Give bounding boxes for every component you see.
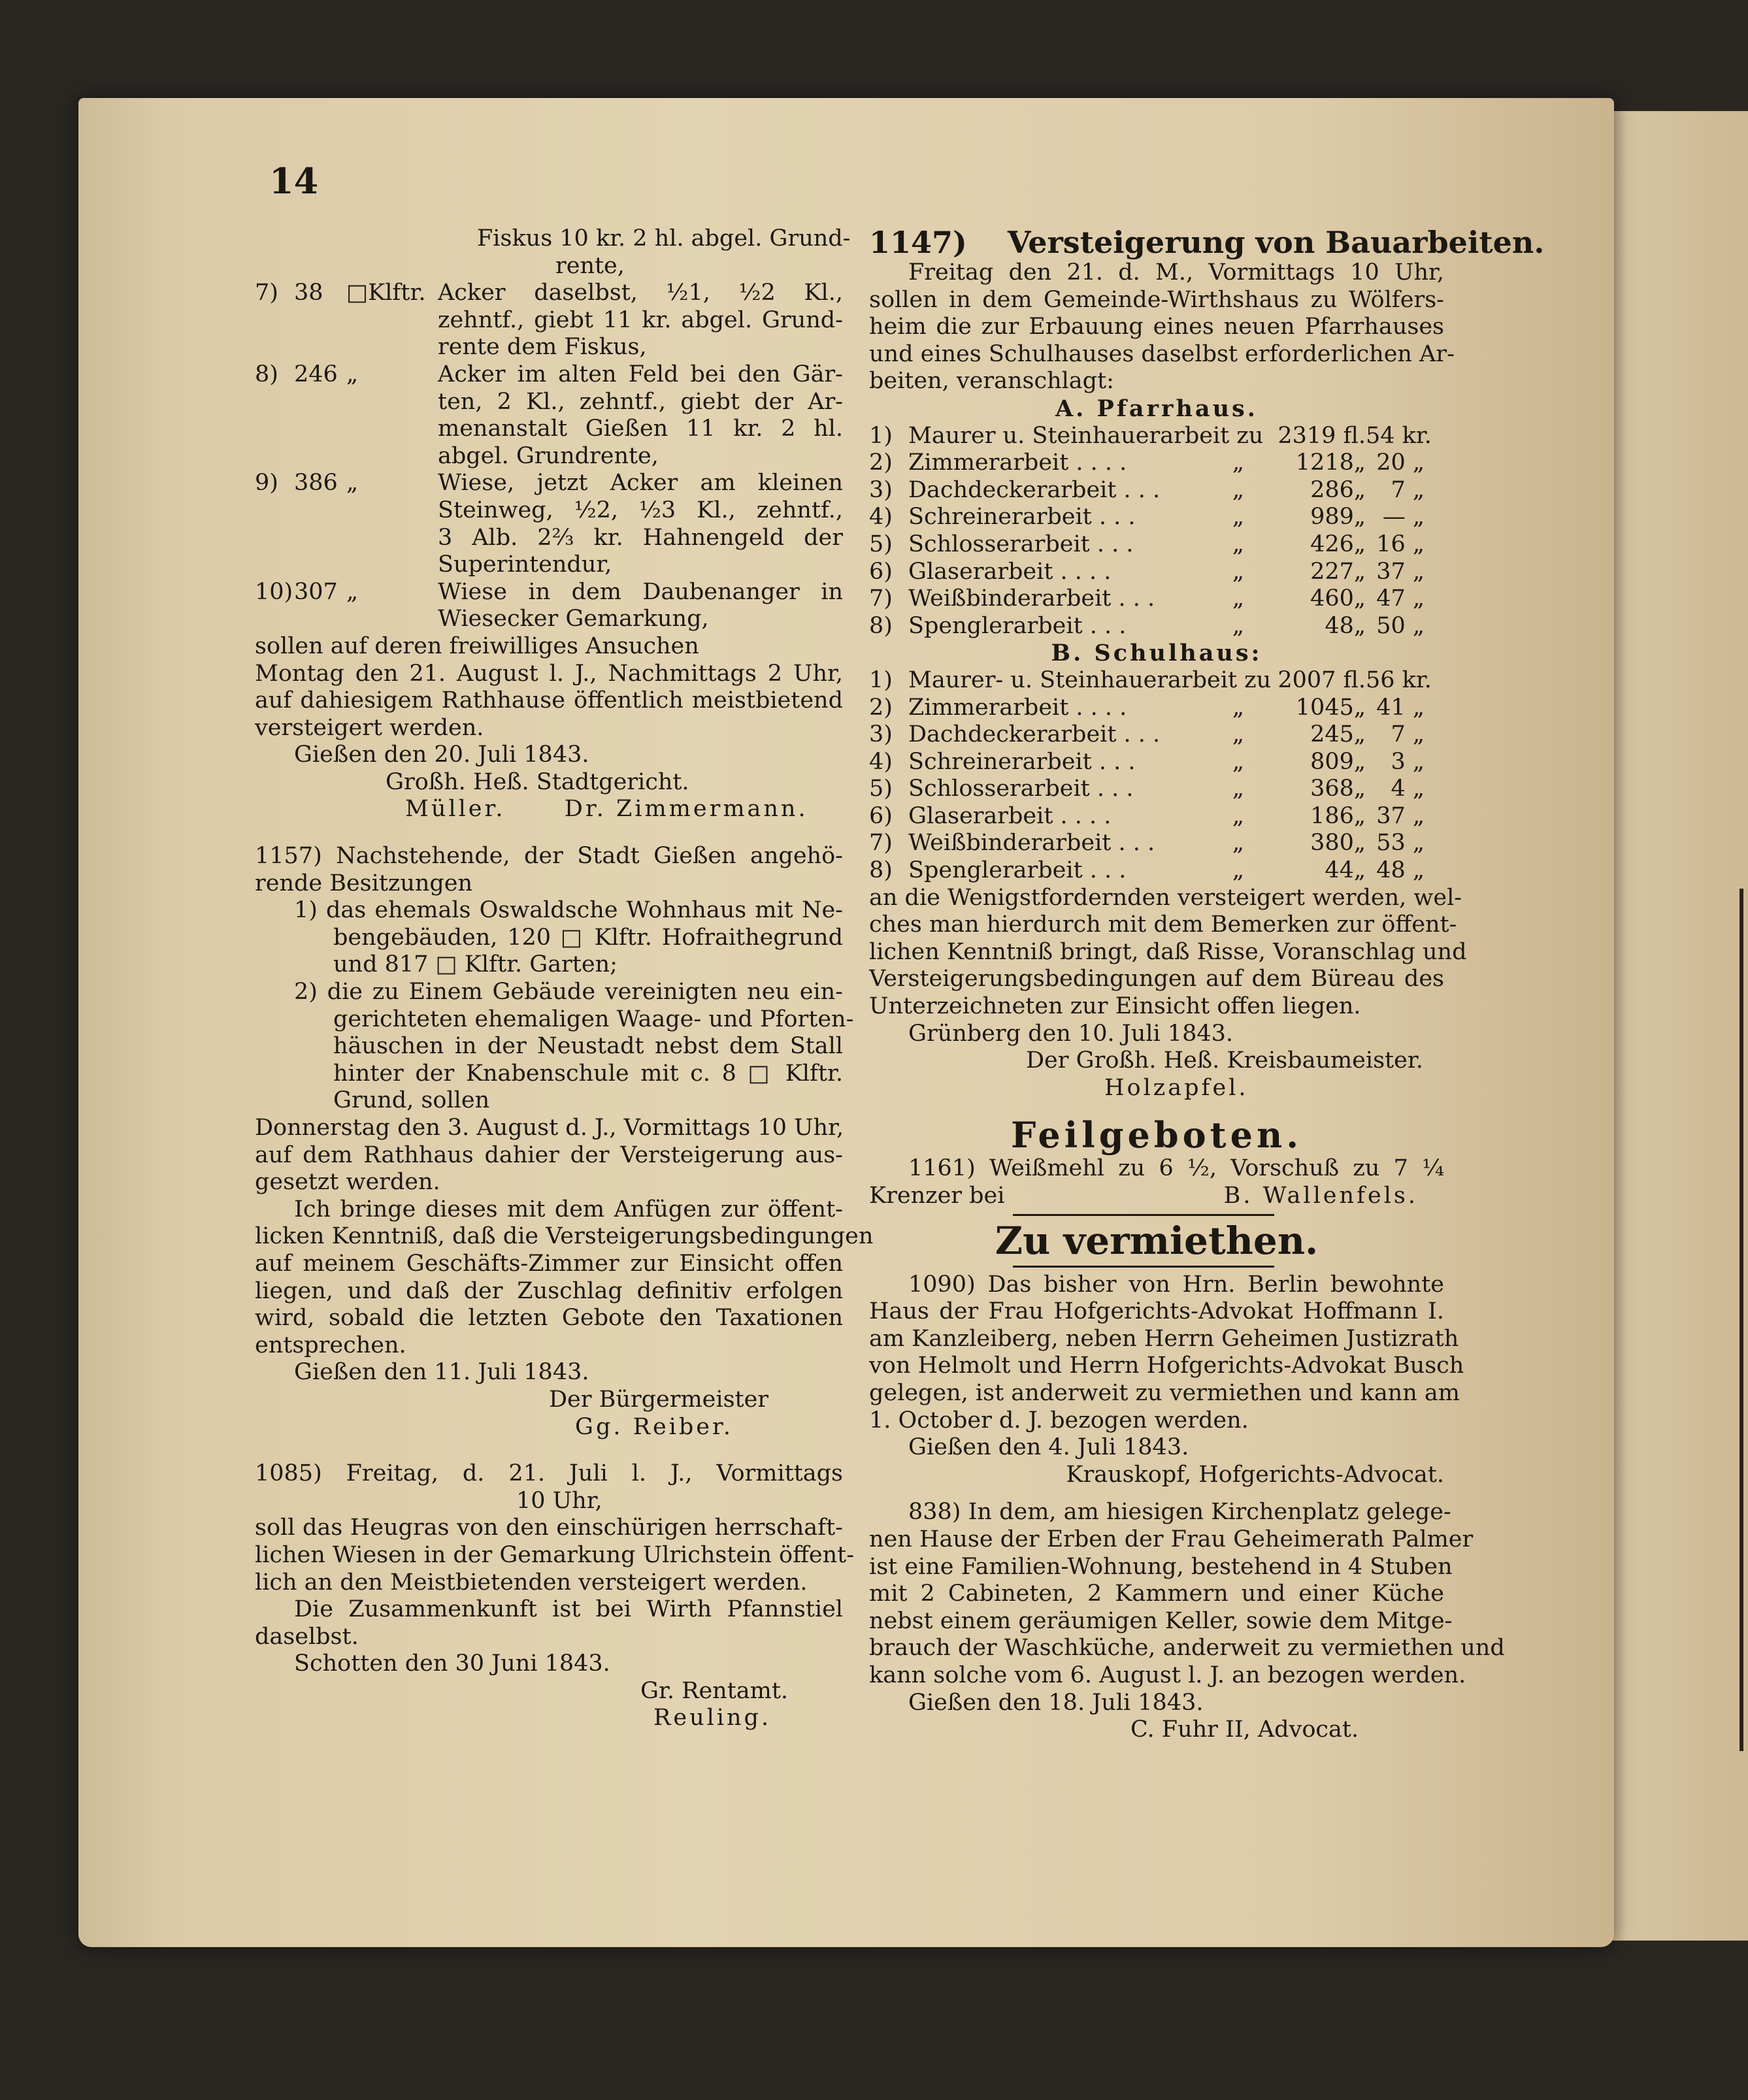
parcel-size (294, 416, 346, 443)
text-line: Freitag den 21. d. M., Vormittags 10 Uhr, (908, 259, 1444, 286)
parcel-text: Steinweg, ½2, ½3 Kl., zehntf., (438, 497, 843, 523)
cost-fl: 1218„ (1295, 450, 1366, 476)
right-column (869, 225, 1545, 1744)
cost-name: Weißbinderarbeit . . . (908, 830, 1155, 857)
text-line: an die Wenigstfordernden versteigert werden, wel- (869, 884, 1462, 911)
parcel-size: 386 (294, 470, 338, 497)
cost-fl: 2007 fl. (1278, 666, 1366, 693)
parcel-number (255, 443, 294, 470)
text-line: kann solche vom 6. August l. J. an bezogen werden. (869, 1662, 1466, 1688)
notice-1090-body (869, 1271, 1464, 1435)
text-fragment: Krenzer bei (869, 1183, 1005, 1209)
signature-wallenfels: B. Wallenfels. (1223, 1183, 1418, 1209)
text-line: Donnerstag den 3. August d. J., Vormittags 10 Uhr, (255, 1115, 844, 1141)
cost-name: Dachdeckerarbeit . . . (908, 721, 1161, 748)
cost-n: 8) (869, 857, 893, 884)
cost-kr: 56 kr. (1366, 666, 1432, 693)
parcel-line (255, 551, 843, 579)
notice-1085-heading: 1085) Freitag, d. 21. Juli l. J., Vormittags (255, 1460, 843, 1487)
cost-fl: 368„ (1310, 776, 1366, 802)
parcel-number (255, 551, 294, 579)
text-line: entsprechen. (255, 1332, 406, 1358)
text-line: sollen auf deren freiwilliges Ansuchen (255, 632, 699, 659)
parcel-unit: „ (346, 361, 359, 387)
text-line: 2) die zu Einem Gebäude vereinigten neu ein- (294, 979, 843, 1006)
text-line: ist eine Familien-Wohnung, bestehend in 4 Stuben (869, 1553, 1453, 1580)
adjacent-page-rule (1740, 889, 1743, 1751)
signature-mueller: Müller. (405, 796, 506, 823)
parcel-size (294, 443, 346, 470)
cost-n: 3) (869, 721, 893, 748)
cost-q: „ (1232, 585, 1245, 612)
notice-1147-body-2 (869, 884, 1467, 1021)
text-line: versteigert werden. (255, 714, 484, 741)
text-line: ches man hierdurch mit dem Bemerken zur öffent- (869, 911, 1457, 938)
parcel-number (255, 389, 294, 416)
cost-kr: 7 „ (1391, 721, 1425, 748)
signature-line (255, 796, 843, 823)
left-column (255, 225, 874, 1732)
text-line (869, 1183, 1444, 1210)
parcel-line (255, 443, 843, 470)
parcel-text: Wiese, jetzt Acker am kleinen (438, 470, 843, 497)
cost-n: 6) (869, 802, 893, 829)
parcel-size: 307 (294, 578, 338, 605)
parcel-unit (346, 389, 438, 416)
text-line: gerichteten ehemaligen Waage- und Pforten- (333, 1006, 854, 1032)
text-line: Haus der Frau Hofgerichts-Advokat Hoffmann I. (869, 1298, 1444, 1325)
text-line: lichen Kenntniß bringt, daß Risse, Voranschlag und (869, 938, 1467, 965)
parcel-size (294, 525, 346, 552)
cost-row (869, 559, 1444, 586)
property-item-1 (255, 897, 843, 979)
cost-fl: 245„ (1310, 721, 1366, 748)
cost-fl: 989„ (1310, 504, 1366, 531)
cost-q: „ (1232, 748, 1245, 775)
parcel-size (294, 551, 346, 579)
cost-table-b (869, 667, 1444, 885)
parcel-line (255, 606, 843, 633)
text-line: 1161) Weißmehl zu 6 ½, Vorschuß zu 7 ¼ (908, 1155, 1444, 1182)
text-line: rende Besitzungen (255, 870, 473, 896)
cost-n: 1) (869, 666, 893, 693)
cost-row (869, 613, 1444, 640)
parcel-unit: □Klftr. (346, 280, 426, 306)
text-line: 838) In dem, am hiesigen Kirchenplatz gelege- (908, 1499, 1451, 1526)
adjacent-page-edge (1594, 111, 1748, 1941)
parcel-unit (346, 497, 438, 525)
parcel-number (255, 334, 294, 361)
parcel-size (294, 606, 346, 633)
parcel-line (255, 579, 843, 606)
parcel-size: 38 (294, 280, 323, 306)
parcel-text: Acker im alten Feld bei den Gär- (438, 361, 843, 387)
text-line: licken Kenntniß, daß die Versteigerungsbedingungen (255, 1223, 874, 1250)
text-line: gelegen, ist anderweit zu vermiethen und kann am (869, 1379, 1460, 1406)
text-line: hinter der Knabenschule mit c. 8 □ Klftr. (333, 1060, 843, 1087)
parcel-unit: „ (346, 470, 359, 497)
cost-n: 4) (869, 748, 893, 775)
text-line: daselbst. (255, 1623, 359, 1650)
text-line: nen Hause der Erben der Frau Geheimerath Palmer (869, 1526, 1474, 1552)
text-line: Ich bringe dieses mit dem Anfügen zur öffent- (294, 1196, 843, 1222)
notice-1147-heading (869, 225, 1545, 260)
text-line: lichen Wiesen in der Gemarkung Ulrichstein öffent- (255, 1541, 855, 1568)
cost-n: 7) (869, 585, 893, 612)
cost-name: Glaserarbeit . . . . (908, 558, 1112, 585)
cost-kr: 16 „ (1376, 531, 1425, 557)
signature-line: Der Bürgermeister (549, 1386, 769, 1413)
cost-q: „ (1232, 558, 1245, 585)
text-line: Montag den 21. August l. J., Nachmittags 2 Uhr, (255, 660, 843, 687)
cost-row (869, 450, 1444, 477)
text-line: und 817 □ Klftr. Garten; (333, 951, 618, 978)
text-line: nebst einem geräumigen Keller, sowie dem Mitge- (869, 1607, 1453, 1634)
cost-q (1215, 667, 1261, 695)
text-line: bengebäuden, 120 □ Klftr. Hofraithegrund (333, 924, 843, 951)
date-line: Schotten den 30 Juni 1843. (294, 1650, 610, 1677)
parcel-size (294, 389, 346, 416)
property-item-2 (255, 979, 854, 1115)
text-line: am Kanzleiberg, neben Herrn Geheimen Justizrath (869, 1325, 1459, 1352)
cost-q: „ (1232, 450, 1245, 476)
cost-name: Zimmerarbeit . . . . (908, 694, 1127, 721)
cost-kr: 48 „ (1376, 857, 1425, 884)
cost-fl: 48„ (1325, 612, 1366, 639)
parcel-size: 246 (294, 361, 338, 387)
cost-row (869, 776, 1444, 803)
text-line: 1) das ehemals Oswaldsche Wohnhaus mit Ne- (294, 897, 843, 924)
cost-kr: 7 „ (1391, 476, 1425, 503)
text-line: 10 Uhr, (516, 1487, 602, 1514)
parcel-number (255, 606, 294, 633)
cost-name: Spenglerarbeit . . . (908, 612, 1127, 639)
parcel-unit (346, 416, 438, 443)
signature-line: Krauskopf, Hofgerichts-Advocat. (1066, 1461, 1444, 1488)
parcel-text: ten, 2 Kl., zehntf., giebt der Ar- (438, 388, 843, 415)
cost-row (869, 667, 1444, 695)
cost-q: „ (1232, 504, 1245, 531)
cost-name: Schlosserarbeit . . . (908, 531, 1134, 557)
parcel-unit (346, 551, 438, 579)
cost-q: „ (1232, 830, 1245, 857)
cost-kr: — „ (1382, 504, 1425, 531)
parcel-line (255, 389, 843, 416)
cost-n: 2) (869, 450, 893, 476)
parcel-number (255, 497, 294, 525)
cost-name: Maurer- u. Steinhauerarbeit zu (908, 666, 1272, 693)
parcel-number: 10) (255, 578, 293, 605)
parcel-unit (346, 606, 438, 633)
parcel-unit (346, 307, 438, 335)
cost-fl: 380„ (1310, 830, 1366, 857)
cost-q: „ (1232, 531, 1245, 557)
text-line: sollen in dem Gemeinde-Wirthshaus zu Wölfers- (869, 286, 1444, 313)
cost-n: 1) (869, 422, 893, 449)
cost-q: „ (1232, 802, 1245, 829)
divider (1013, 1214, 1274, 1216)
parcel-text: Acker daselbst, ½1, ½2 Kl., (438, 280, 843, 306)
text-line: häuschen in der Neustadt nebst dem Stall (333, 1033, 843, 1060)
notice-1157-heading: 1157) Nachstehende, der Stadt Gießen angehö- (255, 843, 843, 870)
text-line: mit 2 Cabineten, 2 Kammern und einer Küche (869, 1581, 1444, 1607)
parcel-number (255, 416, 294, 443)
cost-n: 6) (869, 558, 893, 585)
notice-1147-body (869, 259, 1455, 395)
section-heading-feilgeboten: Feilgeboten. (1010, 1114, 1303, 1157)
text-line: lich an den Meistbietenden versteigert werden. (255, 1569, 808, 1596)
date-line: Gießen den 11. Juli 1843. (294, 1359, 589, 1386)
cost-name: Dachdeckerarbeit . . . (908, 476, 1161, 503)
cost-fl: 1045„ (1295, 694, 1366, 721)
cost-name: Schreinerarbeit . . . (908, 504, 1136, 531)
notice-title: Versteigerung von Bauarbeiten. (1007, 225, 1545, 260)
cost-n: 8) (869, 612, 893, 639)
parcel-line (255, 416, 843, 443)
text-line: von Helmolt und Herrn Hofgerichts-Advokat Busch (869, 1353, 1464, 1379)
cost-fl: 460„ (1310, 585, 1366, 612)
cost-kr: 3 „ (1391, 748, 1425, 775)
cost-row (869, 695, 1444, 722)
cost-name: Glaserarbeit . . . . (908, 802, 1112, 829)
signature-zimmermann: Dr. Zimmermann. (564, 796, 808, 823)
cost-kr: 54 kr. (1366, 422, 1432, 449)
parcel-line (255, 307, 843, 335)
cost-name: Schlosserarbeit . . . (908, 776, 1134, 802)
cost-q: „ (1232, 776, 1245, 802)
cost-n: 7) (869, 830, 893, 857)
cost-row (869, 749, 1444, 776)
cost-kr: 4 „ (1391, 776, 1425, 802)
parcel-number (255, 307, 294, 335)
cost-row (869, 423, 1444, 450)
text-line: beiten, veranschlagt: (869, 368, 1114, 395)
cost-name: Zimmerarbeit . . . . (908, 450, 1127, 476)
parcel-text: zehntf., giebt 11 kr. abgel. Grund- (438, 306, 843, 333)
cost-n: 3) (869, 476, 893, 503)
parcel-number: 7) (255, 280, 278, 306)
text-line: wird, sobald die letzten Gebote den Taxationen (255, 1305, 843, 1332)
text-line: soll das Heugras von den einschürigen herrschaft- (255, 1515, 843, 1541)
court-line: Großh. Heß. Stadtgericht. (386, 768, 689, 795)
cost-n: 2) (869, 694, 893, 721)
text-line: gesetzt werden. (255, 1169, 440, 1196)
parcel-line (255, 470, 843, 497)
parcel-line (255, 361, 843, 389)
cost-row (869, 477, 1444, 504)
cost-kr: 53 „ (1376, 830, 1425, 857)
cost-q: „ (1232, 612, 1245, 639)
notice-number: 1147) (869, 225, 967, 260)
section-a-heading: A. Pfarrhaus. (1055, 395, 1258, 422)
signature-line: Gr. Rentamt. (640, 1677, 789, 1704)
cost-n: 4) (869, 504, 893, 531)
cost-q (1215, 423, 1261, 450)
text-line: Versteigerungsbedingungen auf dem Büreau des (869, 966, 1444, 993)
cost-q: „ (1232, 857, 1245, 884)
section-heading-vermiethen: Zu vermiethen. (995, 1218, 1319, 1263)
cost-n: 5) (869, 776, 893, 802)
cost-fl: 227„ (1310, 558, 1366, 585)
page-number: 14 (269, 160, 319, 202)
text-line: auf dahiesigem Rathhause öffentlich meistbietend (255, 687, 843, 714)
parcel-line (255, 334, 843, 361)
signature-line: Der Großh. Heß. Kreisbaumeister. (1026, 1047, 1423, 1074)
parcel-size (294, 307, 346, 335)
text-line: brauch der Waschküche, anderweit zu vermiethen und (869, 1635, 1505, 1662)
cost-row (869, 504, 1444, 531)
notice-838-body (869, 1499, 1505, 1689)
parcel-size (294, 497, 346, 525)
cost-fl: 809„ (1310, 748, 1366, 775)
cost-q: „ (1232, 694, 1245, 721)
parcel-list (255, 280, 843, 633)
cost-kr: 37 „ (1376, 558, 1425, 585)
parcel-unit: „ (346, 578, 359, 605)
cost-kr: 37 „ (1376, 802, 1425, 829)
cost-q: „ (1232, 476, 1245, 503)
parcel-line (255, 280, 843, 307)
parcel-text: 3 Alb. 2⅔ kr. Hahnengeld der (438, 524, 843, 551)
cost-kr: 41 „ (1376, 694, 1425, 721)
parcel-text: abgel. Grundrente, (438, 442, 659, 469)
parcel-unit (346, 334, 438, 361)
date-line: Gießen den 20. Juli 1843. (294, 742, 589, 768)
cost-kr: 47 „ (1376, 585, 1425, 612)
parcel-line (255, 525, 843, 552)
text-line: Die Zusammenkunft ist bei Wirth Pfannstiel (294, 1596, 843, 1623)
divider (1013, 1266, 1274, 1268)
parcel-unit (346, 443, 438, 470)
cost-fl: 426„ (1310, 531, 1366, 557)
notice-1157-body (255, 1115, 874, 1359)
parcel-text: menanstalt Gießen 11 kr. 2 hl. (438, 416, 843, 442)
signature-line: Gg. Reiber. (575, 1413, 734, 1440)
parcel-text: rente dem Fiskus, (438, 334, 647, 361)
text-line: 1. October d. J. bezogen werden. (869, 1407, 1249, 1434)
parcel-number: 9) (255, 470, 278, 497)
text-line: 1090) Das bisher von Hrn. Berlin bewohnte (908, 1271, 1444, 1298)
cost-table-a (869, 423, 1444, 640)
parcel-unit (346, 525, 438, 552)
cost-row (869, 721, 1444, 749)
text-line: rente, (555, 252, 625, 279)
parcel-size (294, 334, 346, 361)
text-line: heim die zur Erbauung eines neuen Pfarrhauses (869, 314, 1444, 340)
cost-row (869, 803, 1444, 830)
cost-fl: 186„ (1310, 802, 1366, 829)
cost-kr: 50 „ (1376, 612, 1425, 639)
cost-name: Weißbinderarbeit . . . (908, 585, 1155, 612)
parcel-text: Superintendur, (438, 551, 612, 578)
cost-fl: 44„ (1325, 857, 1366, 884)
signature-line: Reuling. (653, 1705, 772, 1731)
cost-fl: 286„ (1310, 476, 1366, 503)
notice-1085-body (255, 1515, 855, 1596)
text-line: Grund, sollen (333, 1087, 490, 1114)
cost-row (869, 857, 1444, 885)
cost-row (869, 830, 1444, 857)
cost-name: Schreinerarbeit . . . (908, 748, 1136, 775)
date-line: Gießen den 18. Juli 1843. (908, 1689, 1204, 1716)
parcel-number: 8) (255, 361, 278, 387)
cost-q: „ (1232, 721, 1245, 748)
cost-row (869, 585, 1444, 613)
section-b-heading: B. Schulhaus: (1051, 640, 1262, 667)
text-line: liegen, und daß der Zuschlag definitiv erfolgen (255, 1277, 843, 1304)
text-line: auf dem Rathhaus dahier der Versteigerung aus- (255, 1141, 843, 1168)
text-line: Unterzeichneten zur Einsicht offen liegen. (869, 993, 1361, 1020)
cost-name: Spenglerarbeit . . . (908, 857, 1127, 884)
parcel-number (255, 525, 294, 552)
cost-fl: 2319 fl. (1278, 422, 1366, 449)
date-line: Grünberg den 10. Juli 1843. (908, 1020, 1234, 1047)
text-line: Fiskus 10 kr. 2 hl. abgel. Grund- (477, 225, 851, 252)
signature-line: C. Fuhr II, Advocat. (1130, 1716, 1359, 1743)
cost-name: Maurer u. Steinhauerarbeit zu (908, 422, 1264, 449)
text-line: und eines Schulhauses daselbst erforderlichen Ar- (869, 340, 1455, 367)
parcel-line (255, 497, 843, 525)
notice-1085-body-2 (255, 1596, 843, 1650)
cost-n: 5) (869, 531, 893, 557)
cost-kr: 20 „ (1376, 450, 1425, 476)
parcel-text: Wiesecker Gemarkung, (438, 606, 709, 632)
date-line: Gießen den 4. Juli 1843. (908, 1434, 1189, 1461)
signature-line: Holzapfel. (1104, 1074, 1249, 1101)
text-line: auf meinem Geschäfts-Zimmer zur Einsicht offen (255, 1250, 843, 1277)
cost-row (869, 531, 1444, 559)
parcel-text: Wiese in dem Daubenanger in (438, 578, 843, 605)
